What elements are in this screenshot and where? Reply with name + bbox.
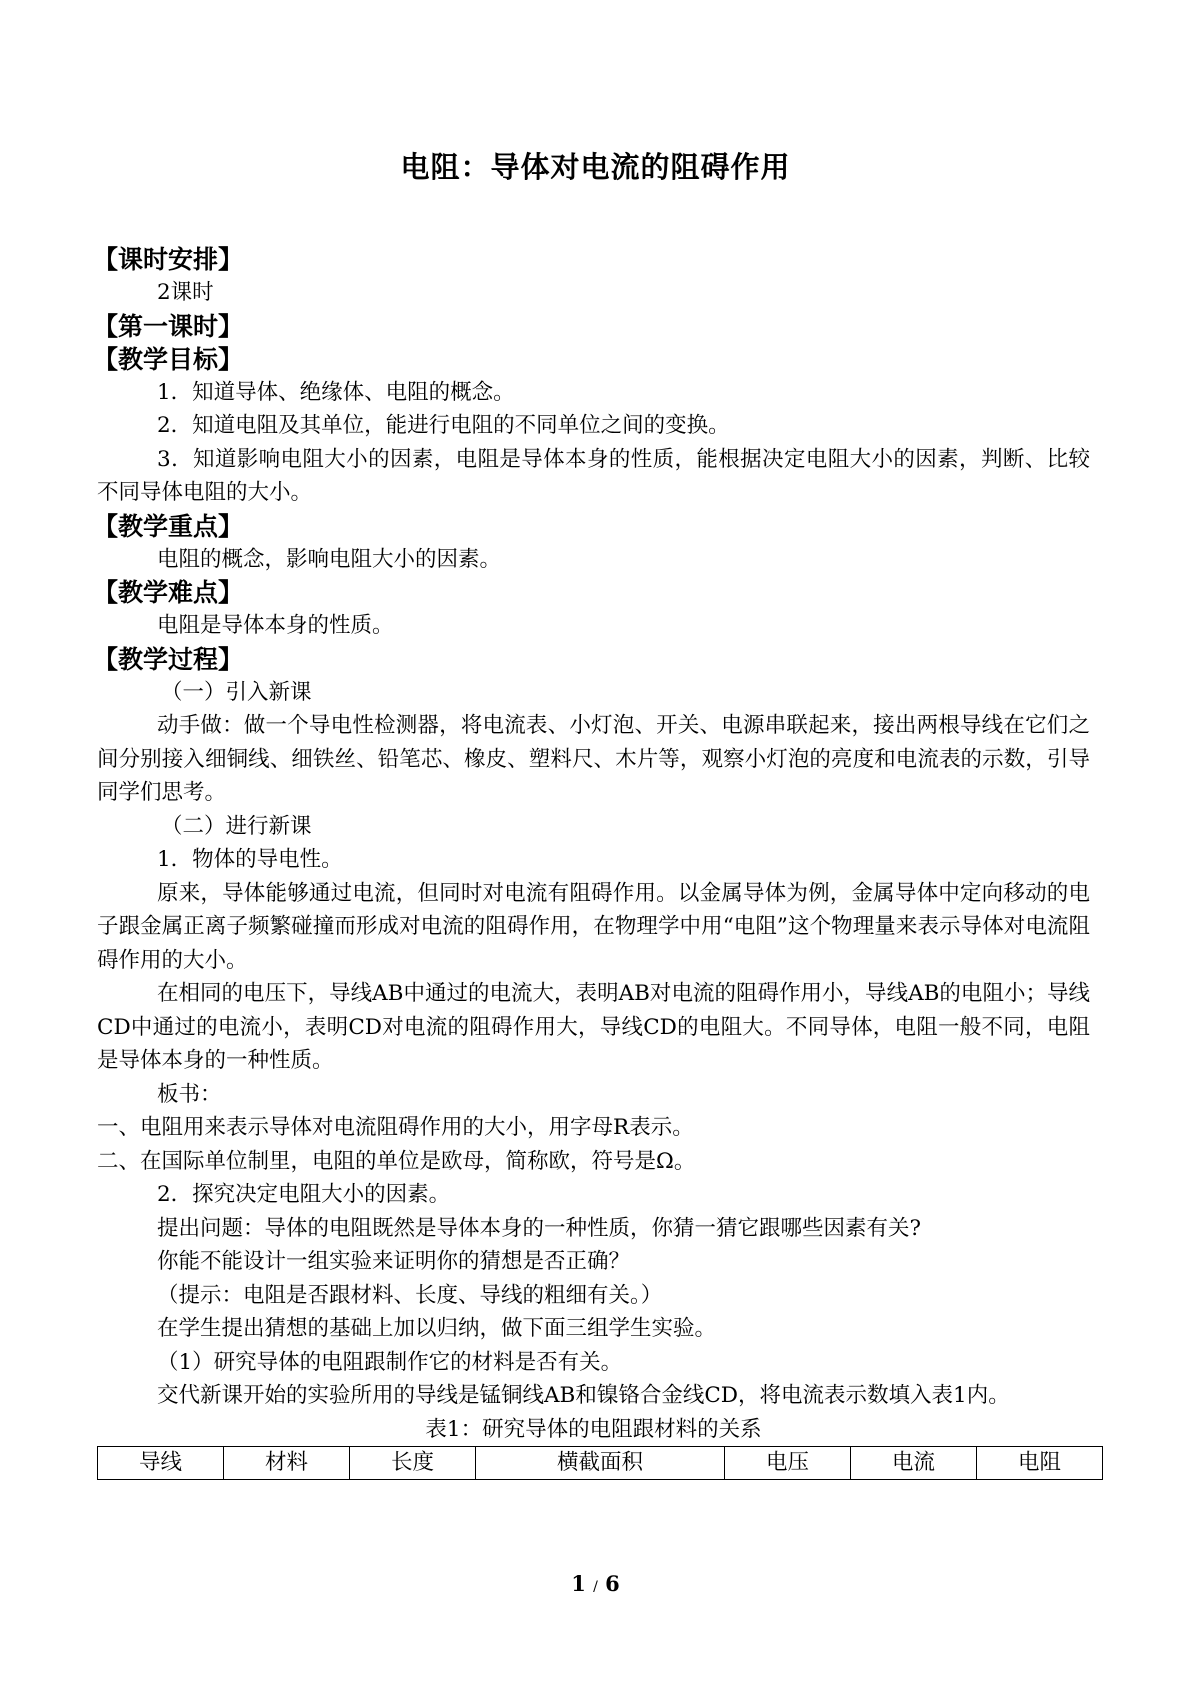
goal-item: 2．知道电阻及其单位，能进行电阻的不同单位之间的变换。 [157, 413, 730, 438]
board-item: 二、在国际单位制里，电阻的单位是欧母，简称欧，符号是Ω。 [97, 1148, 696, 1174]
section-heading-process: 【教学过程】 [93, 644, 244, 674]
step-intro-paragraph: 动手做：做一个导电性检测器，将电流表、小灯泡、开关、电源串联起来，接出两根导线在它们之间分别接入细铜线、细铁丝、铅笔芯、橡皮、塑料尺、木片等，观察小灯泡的亮度和电流表的示数，引导同学们思考。 [97, 713, 1090, 805]
table-caption: 表1：研究导体的电阻跟材料的关系 [425, 1416, 762, 1442]
goal-item: 1．知道导体、绝缘体、电阻的概念。 [157, 379, 515, 405]
table-header-cell: 电阻 [976, 1446, 1102, 1479]
section-heading-key-points: 【教学重点】 [93, 511, 244, 541]
point-title-conductivity: 1．物体的导电性。 [157, 847, 343, 872]
table-header-cell: 电流 [851, 1446, 977, 1479]
table-header-cell: 电压 [725, 1446, 851, 1479]
point-line: 在学生提出猜想的基础上加以归纳，做下面三组学生实验。 [157, 1316, 717, 1341]
table-header-cell: 长度 [349, 1446, 475, 1479]
point-line: （1）研究导体的电阻跟制作它的材料是否有关。 [157, 1349, 623, 1375]
point-line: （提示：电阻是否跟材料、长度、导线的粗细有关。） [157, 1282, 663, 1308]
table-header-cell: 导线 [98, 1446, 224, 1479]
goal-item: 3．知道影响电阻大小的因素，电阻是导体本身的性质，能根据决定电阻大小的因素，判断、比较不同导体电阻的大小。 [97, 446, 1090, 505]
section-heading-first-lesson: 【第一课时】 [93, 311, 244, 341]
table-header-cell: 材料 [223, 1446, 349, 1479]
paragraph-resistance-explanation: 原来，导体能够通过电流，但同时对电流有阻碍作用。以金属导体为例，金属导体中定向移动的电子跟金属正离子频繁碰撞而形成对电流的阻碍作用，在物理学中用“电阻”这个物理量来表示导体对电流阻碍作用的大小。 [97, 880, 1090, 973]
point-line: 提出问题：导体的电阻既然是导体本身的一种性质，你猜一猜它跟哪些因素有关? [157, 1215, 922, 1241]
page-separator: / [593, 1579, 598, 1595]
paragraph-resistance-comparison: 在相同的电压下，导线AB中通过的电流大，表明AB对电流的阻碍作用小，导线AB的电阻小；导线CD中通过的电流小，表明CD对电流的阻碍作用大，导线CD的电阻大。不同导体，电阻一般不同，电阻是导体本身的一种性质。 [97, 981, 1090, 1073]
section-heading-schedule: 【课时安排】 [93, 245, 244, 274]
step-title-intro: （一）引入新课 [161, 679, 312, 705]
page-number [0, 1571, 1191, 1596]
table-header-row [98, 1446, 1103, 1479]
page-current: 1 [571, 1571, 586, 1596]
step-title-new-lesson: （二）进行新课 [161, 813, 312, 839]
document-body [93, 243, 1090, 1480]
page-title: 电阻：导体对电流的阻碍作用 [400, 150, 791, 184]
difficulties-text: 电阻是导体本身的性质。 [157, 613, 394, 638]
point-line: 你能不能设计一组实验来证明你的猜想是否正确？ [157, 1249, 631, 1274]
page-total: 6 [605, 1571, 620, 1596]
table-header-cell: 横截面积 [475, 1446, 724, 1479]
schedule-text: 2课时 [157, 280, 214, 305]
section-heading-difficulties: 【教学难点】 [93, 578, 244, 607]
paragraph-experiment-setup: 交代新课开始的实验所用的导线是锰铜线AB和镍铬合金线CD，将电流表示数填入表1内。 [157, 1383, 1010, 1408]
board-item: 一、电阻用来表示导体对电流阻碍作用的大小，用字母R表示。 [97, 1115, 694, 1140]
material-table [97, 1446, 1103, 1480]
section-heading-goals: 【教学目标】 [93, 344, 244, 374]
point-title-factors: 2．探究决定电阻大小的因素。 [157, 1182, 451, 1207]
board-label: 板书： [157, 1081, 222, 1107]
key-points-text: 电阻的概念，影响电阻大小的因素。 [157, 546, 502, 572]
